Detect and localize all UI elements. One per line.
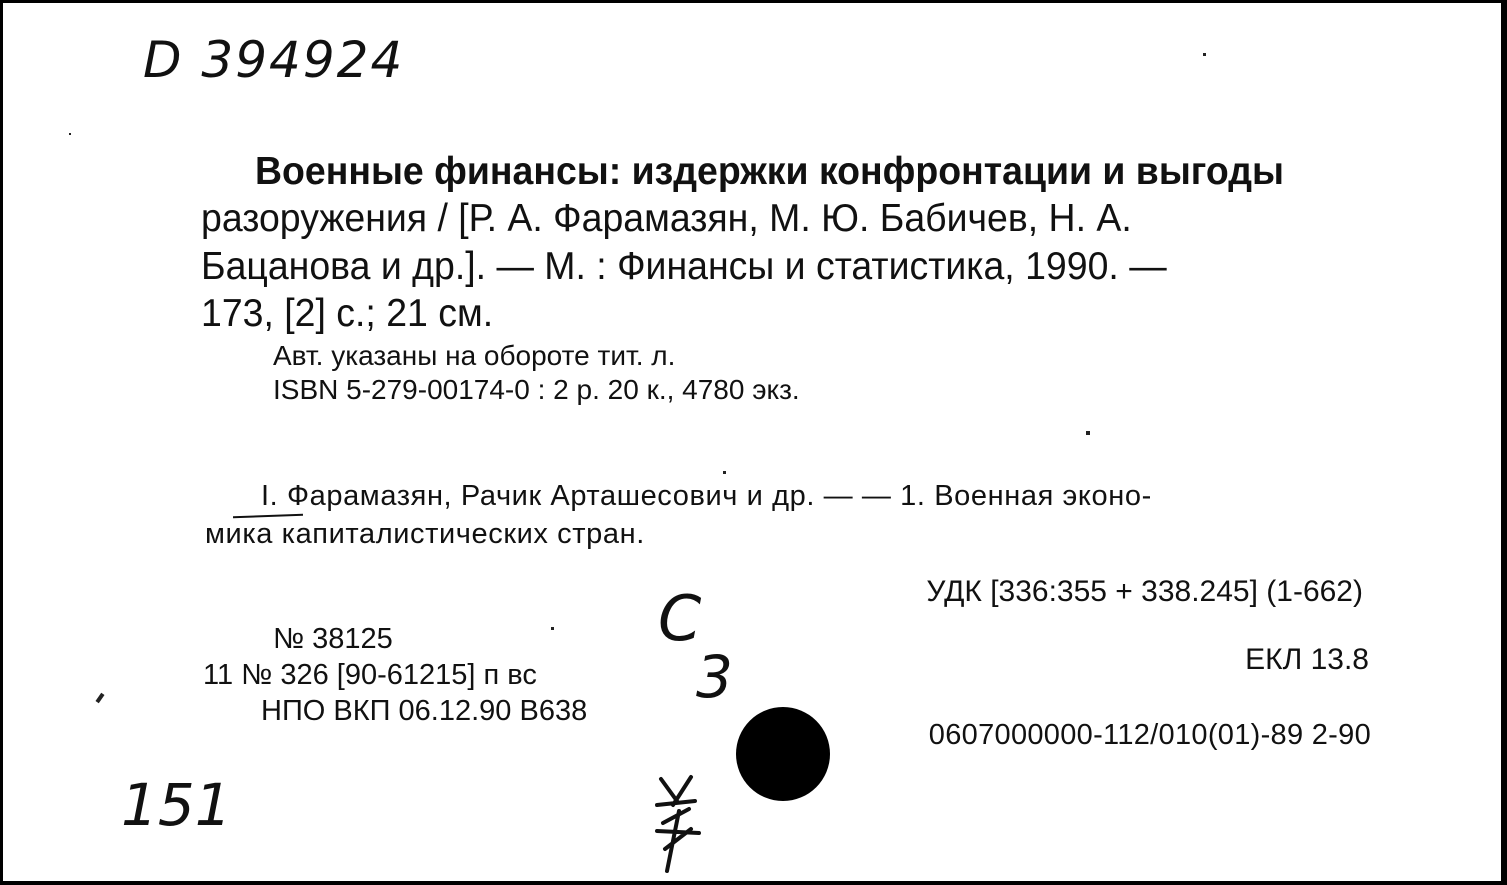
speck-mark	[95, 693, 104, 703]
speck-mark	[1086, 431, 1090, 435]
title-line-2: разоружения / [Р. А. Фарамазян, М. Ю. Бабичев, Н. А.	[201, 197, 1132, 240]
handwritten-call-number: D 394924	[143, 31, 405, 89]
handwritten-shelf-mark-1: С	[658, 582, 702, 655]
title-line-4: 173, [2] с.; 21 см.	[201, 292, 494, 335]
speck-mark	[723, 471, 726, 474]
publisher-code: 0607000000-112/010(01)-89 2-90	[928, 719, 1371, 751]
punch-hole	[736, 707, 830, 801]
title-line-1	[255, 148, 1378, 195]
isbn-line: ISBN 5-279-00174-0 : 2 р. 20 к., 4780 экз.	[273, 374, 800, 405]
handwritten-mark-icon	[643, 771, 713, 875]
ekl-code: ЕКЛ 13.8	[1245, 643, 1369, 676]
accession-number: № 38125	[273, 623, 393, 655]
title-line-3: Бацанова и др.]. — М. : Финансы и статистика, 1990. —	[201, 245, 1167, 288]
handwritten-number: 151	[121, 771, 232, 839]
printing-info: НПО ВКП 06.12.90 В638	[261, 695, 588, 727]
speck-mark	[551, 627, 554, 630]
speck-mark	[69, 133, 71, 135]
handwritten-shelf-mark-2: 3	[696, 643, 733, 711]
speck-mark	[1203, 53, 1206, 56]
title-text-1: Военные финансы: издержки конфронтации и выгоды	[255, 150, 1285, 193]
author-note: Авт. указаны на обороте тит. л.	[273, 340, 676, 371]
tracing-line-1: I. Фарамазян, Рачик Арташесович и др. — — 1. Военная эконо-	[261, 480, 1152, 512]
order-number: 11 № 326 [90-61215] п вс	[203, 659, 537, 691]
tracing-line-2: мика капиталистических стран.	[205, 518, 645, 550]
udk-classification: УДК [336:355 + 338.245] (1-662)	[926, 575, 1363, 608]
